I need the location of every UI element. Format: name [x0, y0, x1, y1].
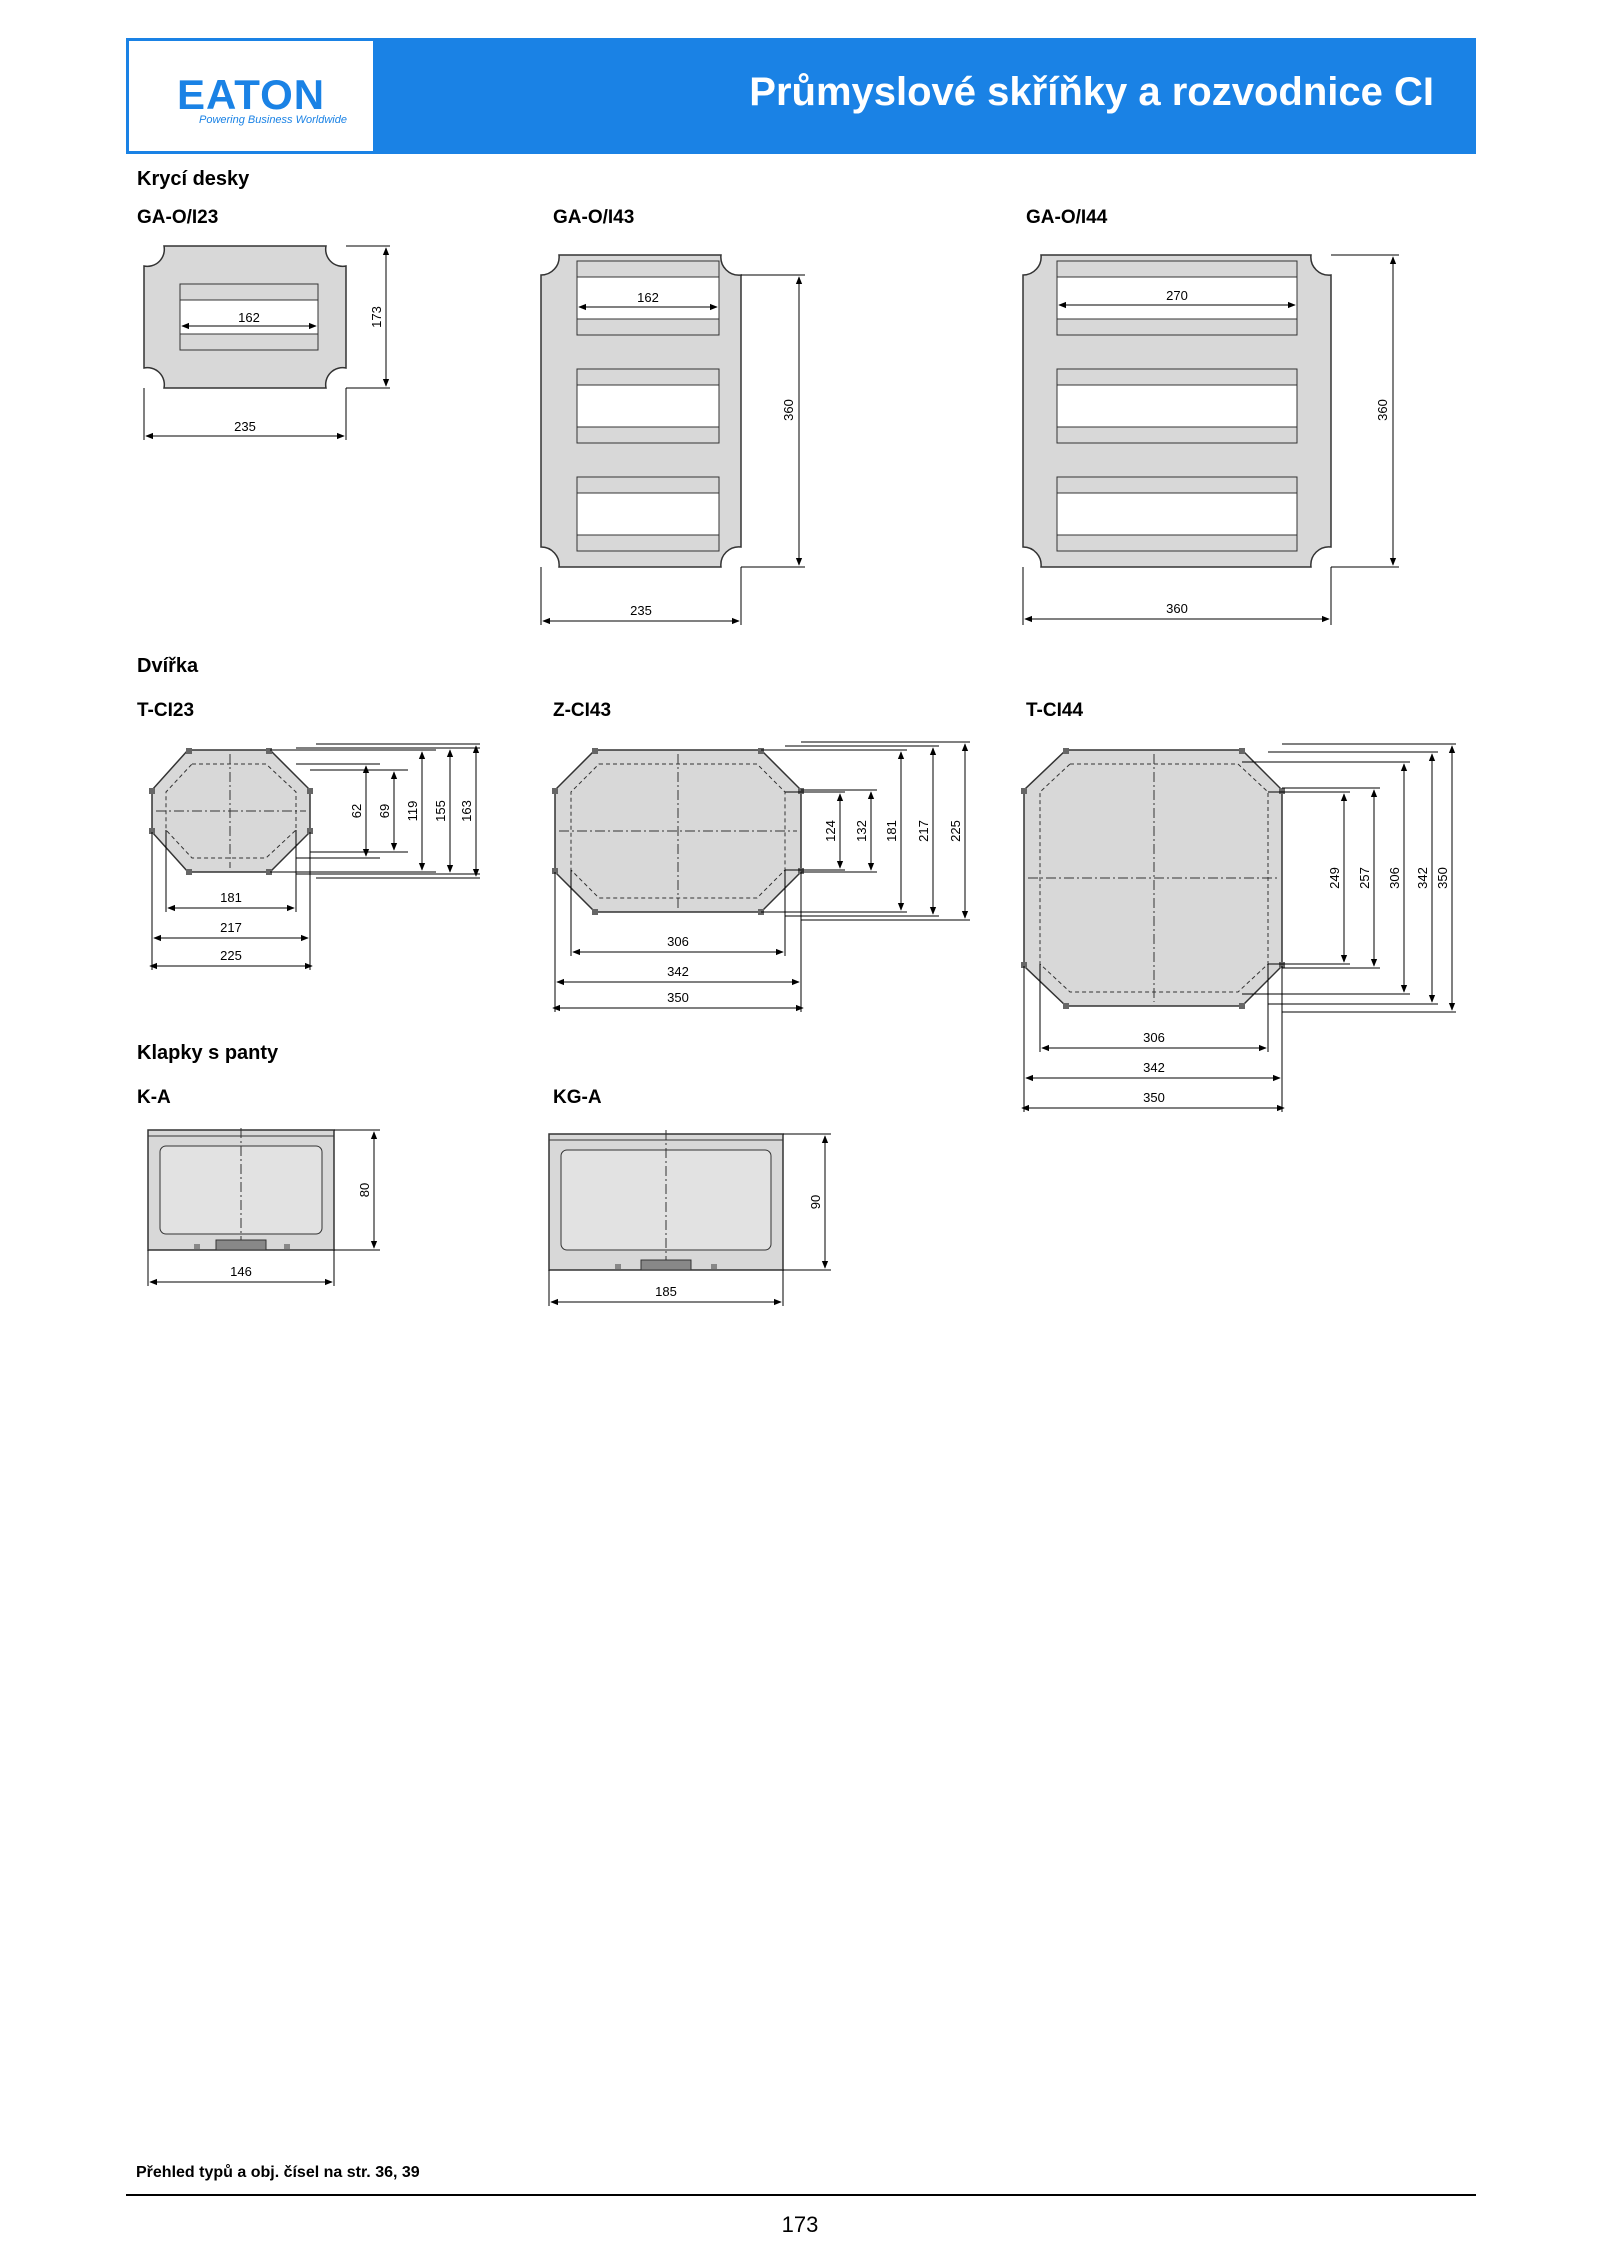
dim-z-ci43-v2: 132: [854, 820, 869, 842]
label-t-ci23: T-CI23: [137, 700, 195, 721]
label-k-a: K-A: [137, 1087, 171, 1108]
dim-t-ci23-h3: 225: [220, 948, 242, 963]
dim-z-ci43-v4: 217: [916, 820, 931, 842]
dim-ga-o-i44-height: 360: [1375, 399, 1390, 421]
logo-tagline: Powering Business Worldwide: [199, 114, 347, 126]
dim-z-ci43-v1: 124: [823, 820, 838, 842]
drawing-t-ci44: [1010, 740, 1460, 1120]
dim-t-ci23-v1: 62: [349, 803, 364, 819]
dim-ga-o-i23-inner-width: 162: [238, 310, 260, 325]
section-hinged-flaps: Klapky s panty: [137, 1042, 279, 1064]
dim-t-ci44-v3: 306: [1387, 867, 1402, 889]
dim-ga-o-i43-width: 235: [630, 603, 652, 618]
dim-t-ci23-v5: 163: [459, 800, 474, 822]
footer-note: Přehled typů a obj. čísel na str. 36, 39: [136, 2164, 420, 2181]
dim-t-ci44-h3: 350: [1143, 1090, 1165, 1105]
dim-ga-o-i44-inner-width: 270: [1166, 288, 1188, 303]
dim-t-ci44-h2: 342: [1143, 1060, 1165, 1075]
dim-k-a-width: 146: [230, 1264, 252, 1279]
drawing-k-a: [140, 1120, 400, 1290]
page-title: Průmyslové skříňky a rozvodnice CI: [749, 70, 1434, 114]
label-ga-o-i23: GA-O/I23: [137, 207, 219, 228]
drawing-ga-o-i44: [1015, 245, 1415, 635]
dim-t-ci23-h1: 181: [220, 890, 242, 905]
label-z-ci43: Z-CI43: [553, 700, 612, 721]
dim-t-ci44-h1: 306: [1143, 1030, 1165, 1045]
drawing-t-ci23: [140, 740, 500, 980]
drawing-ga-o-i43: [535, 245, 825, 635]
dim-t-ci44-v2: 257: [1357, 867, 1372, 889]
dim-t-ci23-v3: 119: [405, 800, 420, 822]
dim-ga-o-i23-height: 173: [369, 306, 384, 328]
dim-z-ci43-h3: 350: [667, 990, 689, 1005]
dim-t-ci44-v1: 249: [1327, 867, 1342, 889]
drawing-z-ci43: [545, 740, 985, 1020]
dim-ga-o-i43-inner-width: 162: [637, 290, 659, 305]
dim-z-ci43-v5: 225: [948, 820, 963, 842]
page-number: 173: [781, 2212, 819, 2237]
dim-t-ci23-v2: 69: [377, 803, 392, 819]
dim-ga-o-i43-height: 360: [781, 399, 796, 421]
dim-kg-a-width: 185: [655, 1284, 677, 1299]
footer-divider: [126, 2194, 1476, 2196]
drawing-ga-o-i23: [140, 240, 420, 450]
dim-z-ci43-h1: 306: [667, 934, 689, 949]
eaton-logo: EATON: [177, 71, 326, 118]
dim-t-ci23-v4: 155: [433, 800, 448, 822]
dim-z-ci43-v3: 181: [884, 820, 899, 842]
dim-ga-o-i44-width: 360: [1166, 601, 1188, 616]
dim-z-ci43-h2: 342: [667, 964, 689, 979]
dim-t-ci44-v4: 342: [1415, 867, 1430, 889]
label-kg-a: KG-A: [553, 1087, 602, 1108]
logo-box: [127, 39, 375, 153]
dim-k-a-height: 80: [357, 1182, 372, 1198]
dim-ga-o-i23-width: 235: [234, 419, 256, 434]
section-doors: Dvířka: [137, 655, 199, 677]
drawing-kg-a: [545, 1120, 845, 1310]
section-cover-plates: Krycí desky: [137, 168, 250, 190]
label-ga-o-i44: GA-O/I44: [1026, 207, 1108, 228]
label-t-ci44: T-CI44: [1026, 700, 1084, 721]
dim-kg-a-height: 90: [808, 1194, 823, 1210]
dim-t-ci23-h2: 217: [220, 920, 242, 935]
label-ga-o-i43: GA-O/I43: [553, 207, 635, 228]
dim-t-ci44-v5: 350: [1435, 867, 1450, 889]
